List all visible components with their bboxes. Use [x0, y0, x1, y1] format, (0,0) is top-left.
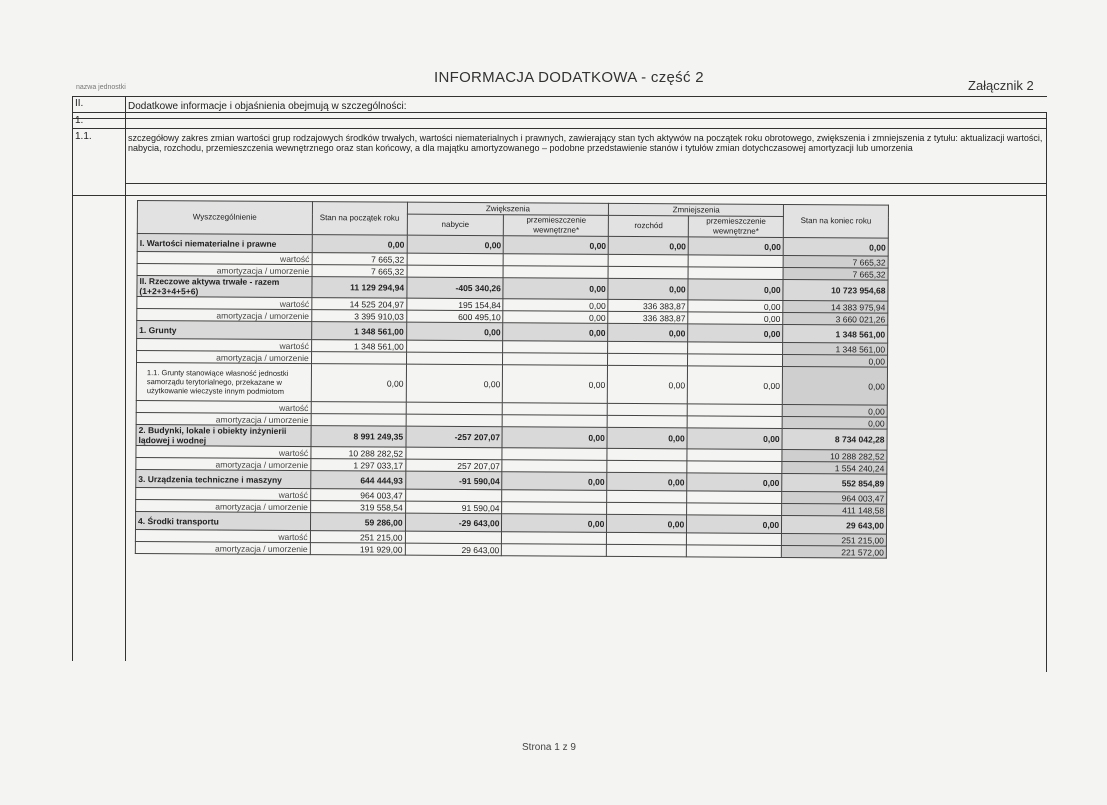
cell-end: 10 723 954,68 [783, 279, 888, 301]
unit-name-label: nazwa jednostki [76, 84, 126, 91]
header-increase: Zwiększenia [407, 202, 609, 215]
cell-tin [502, 460, 607, 473]
cell-acq [407, 265, 504, 278]
cell-start: 10 288 282,52 [311, 447, 406, 460]
row-label: amortyzacja / umorzenie [136, 457, 311, 470]
cell-tin [503, 266, 608, 279]
cell-tin [504, 254, 609, 267]
cell-start: 8 991 249,35 [311, 426, 406, 448]
cell-acq: -405 340,26 [406, 277, 503, 299]
cell-tin: 0,00 [503, 323, 608, 342]
cell-start [311, 414, 406, 427]
cell-tout: 0,00 [688, 237, 783, 256]
cell-acq: 257 207,07 [405, 459, 502, 472]
annex-label: Załącznik 2 [968, 78, 1034, 93]
header-end: Stan na koniec roku [783, 204, 888, 238]
section-number-1-1: 1.1. [75, 131, 92, 142]
cell-end: 1 348 561,00 [783, 342, 888, 355]
cell-tin [503, 341, 608, 354]
cell-tin: 0,00 [503, 311, 608, 324]
cell-disp: 0,00 [609, 236, 689, 254]
cell-end: 0,00 [782, 416, 887, 429]
cell-end: 29 643,00 [782, 515, 887, 534]
row-label: wartość [137, 339, 312, 352]
cell-disp [608, 353, 688, 365]
cell-start: 3 395 910,03 [311, 310, 406, 323]
header-decrease: Zmniejszenia [609, 203, 784, 216]
cell-tout: 0,00 [687, 515, 782, 534]
cell-start: 1 297 033,17 [311, 459, 406, 472]
cell-tout [687, 545, 782, 558]
cell-end: 14 383 975,94 [783, 300, 888, 313]
cell-tin: 0,00 [502, 514, 607, 533]
cell-end: 7 665,32 [783, 267, 888, 280]
cell-tin [503, 353, 608, 366]
row-label: wartość [135, 529, 310, 542]
cell-acq [405, 489, 502, 502]
header-transfer-out: przemieszczenie wewnętrzne* [688, 216, 783, 238]
row-label: amortyzacja / umorzenie [137, 309, 312, 322]
row-label: wartość [136, 400, 311, 413]
row-label: wartość [137, 252, 312, 265]
row-label: wartość [136, 445, 311, 458]
cell-end: 8 734 042,28 [782, 428, 887, 450]
row-label: amortyzacja / umorzenie [136, 412, 311, 425]
cell-tin: 0,00 [503, 278, 608, 300]
cell-acq: 0,00 [406, 322, 503, 341]
cell-disp [608, 341, 688, 353]
header-transfer-in: przemieszczenie wewnętrzne* [504, 215, 609, 237]
section-text-ii: Dodatkowe informacje i objaśnienia obejmują w szczególności: [128, 101, 407, 112]
cell-disp [608, 266, 688, 278]
cell-acq: -257 207,07 [406, 426, 503, 448]
cell-tin [503, 403, 608, 416]
cell-tout: 0,00 [688, 279, 783, 301]
cell-start: 1 348 561,00 [311, 322, 406, 341]
header-acquisition: nabycie [407, 214, 504, 236]
cell-tout: 0,00 [687, 366, 782, 405]
cell-end: 251 215,00 [782, 533, 887, 546]
cell-tout [687, 404, 782, 417]
cell-tin [502, 532, 607, 545]
cell-start: 0,00 [311, 364, 406, 403]
row-label: wartość [137, 297, 312, 310]
cell-disp: 0,00 [607, 472, 687, 490]
cell-acq [406, 402, 503, 415]
header-start: Stan na początek roku [312, 202, 407, 236]
cell-tin [503, 415, 608, 428]
cell-disp [607, 502, 687, 514]
cell-acq [406, 447, 503, 460]
cell-disp: 0,00 [607, 427, 687, 448]
cell-start: 0,00 [312, 235, 407, 254]
cell-start: 644 444,93 [310, 471, 405, 490]
header-disposal: rozchód [609, 215, 689, 236]
cell-tout: 0,00 [688, 312, 783, 325]
page-title: INFORMACJA DODATKOWA - część 2 [434, 69, 704, 86]
row-label: amortyzacja / umorzenie [137, 264, 312, 277]
cell-tout [688, 267, 783, 280]
cell-tin [502, 448, 607, 461]
row-label: amortyzacja / umorzenie [135, 541, 310, 554]
cell-acq [406, 414, 503, 427]
cell-tout: 0,00 [687, 428, 782, 450]
cell-start: 7 665,32 [312, 253, 407, 266]
cell-tin: 0,00 [502, 472, 607, 491]
section-number-ii: II. [75, 98, 84, 109]
cell-tout [688, 342, 783, 355]
cell-tin [502, 502, 607, 515]
table-row [136, 363, 887, 406]
cell-disp [607, 448, 687, 460]
cell-tout: 0,00 [688, 324, 783, 343]
row-label: 4. Środki transportu [135, 511, 310, 530]
cell-disp [608, 254, 688, 266]
cell-start: 7 665,32 [312, 265, 407, 278]
cell-start: 14 525 204,97 [312, 298, 407, 311]
cell-start [311, 352, 406, 365]
cell-acq: 600 495,10 [406, 310, 503, 323]
section-number-1: 1. [75, 115, 84, 126]
cell-start: 59 286,00 [310, 513, 405, 532]
row-label: 2. Budynki, lokale i obiekty inżynierii lądowej i wodnej [136, 424, 311, 446]
cell-start: 11 129 294,94 [312, 277, 407, 299]
cell-disp [608, 403, 688, 415]
section-text-1-1: szczegółowy zakres zmian wartości grup rodzajowych środków trwałych, wartości niematerialnych i prawnych, zawierający stan tych aktywów na początek roku obrotowego, zwiększenia i zmniejszenia z tytułu: aktualizacji wartości, nabycia, rozchodu, przemieszczenia wewnętrznego oraz stan końcowy, a dla majątku amortyzowanego – podobne przedstawienie stanów i tytułów zmian dotychczasowej amortyzacji lub umorzenia [128, 133, 1043, 153]
cell-acq: -91 590,04 [405, 471, 502, 490]
row-label: 1.1. Grunty stanowiące własność jednostki samorządu terytorialnego, przekazane w użytkowanie wieczyste innym podmiotom [136, 363, 311, 402]
cell-acq: 29 643,00 [405, 543, 502, 556]
cell-acq [405, 531, 502, 544]
cell-start: 964 003,47 [310, 489, 405, 502]
cell-tout [687, 416, 782, 429]
cell-tin: 0,00 [503, 365, 608, 404]
row-label: II. Rzeczowe aktywa trwałe - razem (1+2+3+4+5+6) [137, 276, 312, 298]
cell-tout [688, 354, 783, 367]
cell-disp: 336 383,87 [608, 311, 688, 323]
cell-start: 1 348 561,00 [311, 340, 406, 353]
cell-end: 552 854,89 [782, 473, 887, 492]
cell-end: 7 665,32 [783, 255, 888, 268]
cell-tin: 0,00 [504, 236, 609, 255]
row-label: 1. Grunty [137, 321, 312, 340]
page-number: Strona 1 z 9 [522, 742, 576, 753]
cell-acq: -29 643,00 [405, 513, 502, 532]
cell-acq: 195 154,84 [406, 298, 503, 311]
cell-tout [688, 255, 783, 268]
cell-acq: 91 590,04 [405, 501, 502, 514]
cell-disp [607, 490, 687, 502]
cell-acq [406, 352, 503, 365]
cell-acq [406, 340, 503, 353]
cell-end: 0,00 [782, 366, 887, 405]
fixed-assets-table [135, 200, 889, 559]
cell-end: 1 554 240,24 [782, 461, 887, 474]
cell-end: 0,00 [783, 237, 888, 256]
cell-end: 10 288 282,52 [782, 449, 887, 462]
cell-tout: 0,00 [688, 300, 783, 313]
cell-disp: 336 383,87 [608, 299, 688, 311]
cell-start: 251 215,00 [310, 531, 405, 544]
cell-tout [687, 461, 782, 474]
row-label: amortyzacja / umorzenie [136, 499, 311, 512]
cell-disp: 0,00 [608, 323, 688, 341]
cell-acq [407, 253, 504, 266]
cell-tin: 0,00 [503, 299, 608, 312]
cell-start [311, 402, 406, 415]
cell-acq: 0,00 [406, 364, 503, 403]
cell-tout [687, 503, 782, 516]
cell-disp: 0,00 [607, 514, 687, 532]
row-label: I. Wartości niematerialne i prawne [137, 234, 312, 253]
cell-end: 0,00 [782, 404, 887, 417]
cell-disp [607, 544, 687, 556]
header-item: Wyszczególnienie [137, 201, 312, 235]
cell-end: 221 572,00 [781, 545, 886, 558]
cell-disp [607, 415, 687, 427]
cell-end: 411 148,58 [782, 503, 887, 516]
cell-start: 319 558,54 [310, 501, 405, 514]
cell-end: 0,00 [783, 354, 888, 367]
cell-end: 964 003,47 [782, 491, 887, 504]
cell-start: 191 929,00 [310, 543, 405, 556]
cell-tout: 0,00 [687, 473, 782, 492]
cell-tout [687, 533, 782, 546]
cell-tout [687, 449, 782, 462]
cell-tin [502, 544, 607, 557]
cell-acq: 0,00 [407, 235, 504, 254]
cell-tin [502, 490, 607, 503]
cell-disp: 0,00 [608, 365, 688, 403]
cell-tout [687, 491, 782, 504]
cell-disp: 0,00 [608, 278, 688, 299]
cell-disp [607, 460, 687, 472]
row-label: amortyzacja / umorzenie [137, 351, 312, 364]
row-label: wartość [136, 487, 311, 500]
cell-disp [607, 532, 687, 544]
row-label: 3. Urządzenia techniczne i maszyny [136, 469, 311, 488]
cell-end: 3 660 021,26 [783, 312, 888, 325]
cell-end: 1 348 561,00 [783, 324, 888, 343]
cell-tin: 0,00 [502, 427, 607, 449]
